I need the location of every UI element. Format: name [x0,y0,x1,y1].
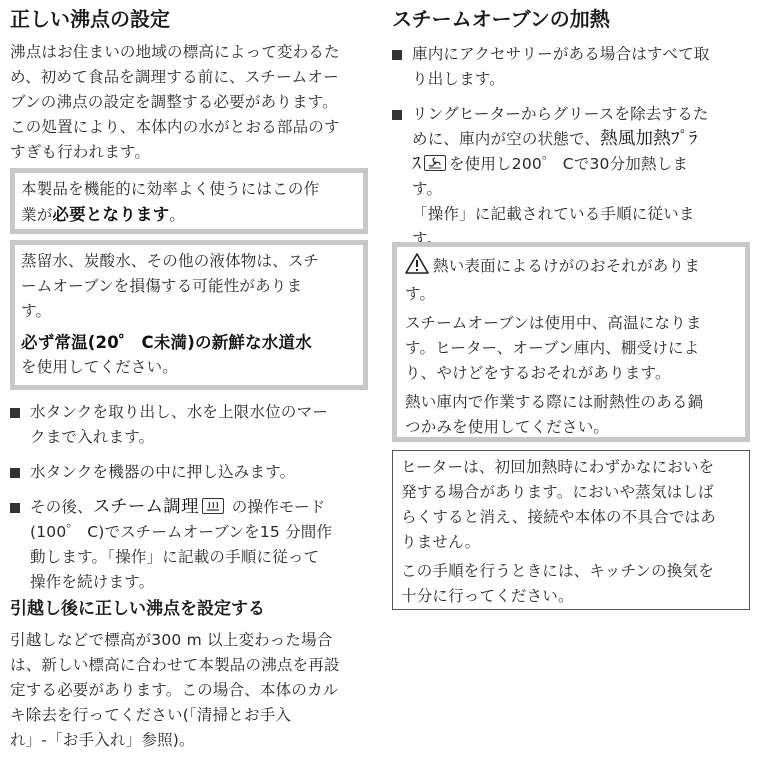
step-run-steam: その後、スチーム調理 の操作モード (100゜ C)でスチームオーブンを15 分間作 動します。「操作」に記載の手順に従って 操作を続けます。 [10,495,368,595]
step-fill-tank: 水タンクを取り出し、水を上限水位のマー クまで入れます。 [10,400,368,450]
boiling-steps-list [10,400,368,595]
water-warning-box: 蒸留水、炭酸水、その他の液体物は、スチ ームオーブンを損傷する可能性がありま す。 必ず常温(20゜ C未満)の新鮮な水道水 を使用してください。 [10,240,368,390]
hot-surface-warning-box: 熱い表面によるけがのおそれがありま す。 スチームオーブンは使用中、高温になりま す。ヒーター、オーブン庫内、棚受けによ り、やけどをするおそれがあります。 熱い庫内で作業する際には耐熱性のある鍋 つかみを使用してください。 [392,242,750,442]
steam-cooking-mode-icon [202,498,224,514]
info-box: ヒーターは、初回加熱時にわずかなにおいを 発する場合があります。においや蒸気はしば らくすると消え、接続や本体の不具合ではあ りません。 この手順を行うときには、キッチンの換気を 十分に行ってください。 [392,450,750,610]
after-moving-heading: 引越し後に正しい沸点を設定する [10,599,265,619]
note-box: 本製品を機能的に効率よく使うにはこの作 業が必要となります。 [10,168,368,234]
after-moving-text: 引越しなどで標高が300 m 以上変わった場合 は、新しい標高に合わせて本製品の沸点を再設 定する必要があります。この場合、本体のカル キ除去を行ってください(「清掃とお手入 れ」-「お手入れ」参照)。 [10,631,340,749]
step-burn-off-grease: リングヒーターからグリースを除去するた めに、庫内が空の状態で、熱風加熱ﾌﾟﾗ ｽ を使用し200゜ Cで30分加熱しま す。 「操作」に記載されている手順に従いま す。 [392,102,750,252]
boiling-point-heading: 正しい沸点の設定 [10,7,170,31]
step-insert-tank: 水タンクを機器の中に押し込みます。 [10,460,368,485]
boiling-point-intro: 沸点はお住まいの地域の標高によって変わるた め、初めて食品を調理する前に、スチームオー ブンの沸点の設定を調整する必要があります。 この処置により、本体内の水がとおる部品のす すぎも行われます。 [10,43,340,161]
heating-heading: スチームオーブンの加熱 [392,7,610,31]
warning-triangle-icon [405,253,429,282]
step-remove-accessories: 庫内にアクセサリーがある場合はすべて取 り出します。 [392,42,750,92]
heating-steps-list [392,42,750,252]
fan-plus-mode-icon [424,155,446,171]
